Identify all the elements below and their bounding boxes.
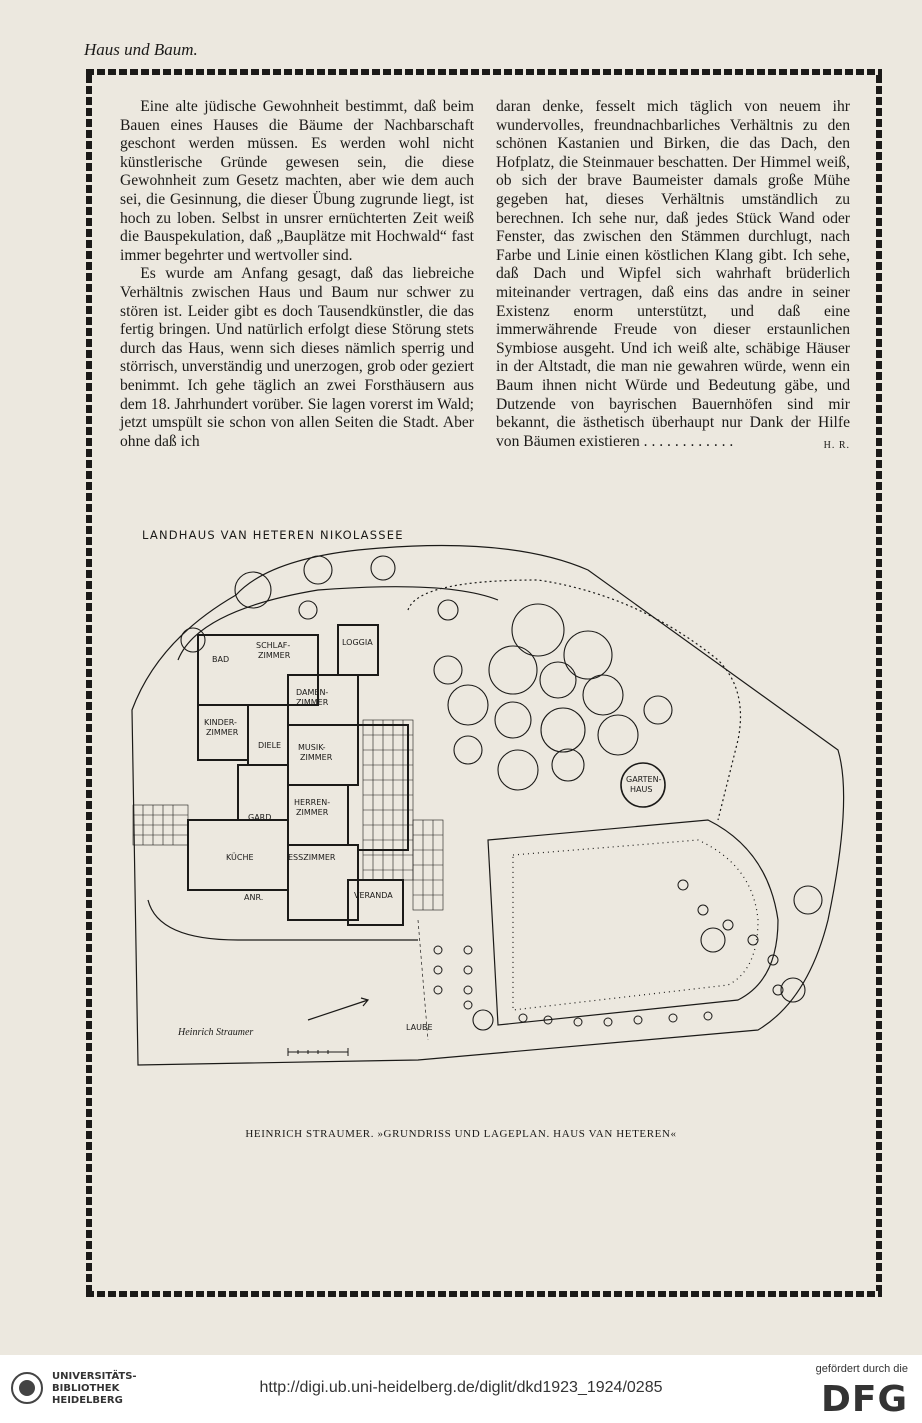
- source-url[interactable]: http://digi.ub.uni-heidelberg.de/diglit/dkd1923_1924/0285: [259, 1379, 663, 1396]
- label-musikzimmer: MUSIK-: [298, 743, 326, 752]
- north-arrow: [308, 998, 368, 1020]
- running-head: Haus und Baum.: [84, 40, 198, 59]
- site-plan-drawing: [118, 520, 858, 1100]
- page-border-left: [86, 75, 92, 1291]
- page-border-right: [876, 75, 882, 1291]
- label-bad: BAD: [212, 655, 230, 664]
- label-diele: DIELE: [258, 741, 282, 750]
- label-anr: ANR.: [244, 893, 264, 902]
- label-damenzimmer: DAMEN-: [296, 688, 329, 697]
- funded-by-label: gefördert durch die: [815, 1363, 908, 1375]
- paragraph-2: Es wurde am Anfang gesagt, daß das liebreiche Verhältnis zwischen Haus und Baum nur schwer zu stören ist. Leider gibt es doch Tausendkünstler, die das fertig bringen. Und natürlich erfolgt diese Störung stets durch das Haus, wenn sich dieses nämlich sperrig und störrisch, unverständig und unerzogen, grob oder geziert benimmt. Ich gehe täglich an zwei Forsthäusern aus dem 18. Jahrhundert vorüber. Sie lagen vorerst im Wald; jetzt umspült sie schon von allen Seiten die Stadt. Aber ohne daß ich: [120, 265, 474, 450]
- text-column-left: [120, 98, 474, 451]
- label-loggia: LOGGIA: [342, 638, 373, 647]
- digitization-footer: [0, 1355, 922, 1423]
- label-gard: GARD.: [248, 813, 274, 822]
- page-border-top: [86, 69, 882, 75]
- lawn-right-edge: [488, 820, 778, 1025]
- label-laube: LAUBE: [406, 1023, 433, 1032]
- label-musikzimmer-2: ZIMMER: [300, 753, 333, 762]
- dfg-logo: DFG: [820, 1379, 908, 1420]
- text-column-right: [496, 98, 850, 455]
- label-herrenzimmer-2: ZIMMER: [296, 808, 329, 817]
- label-veranda: VERANDA: [354, 891, 393, 900]
- trees: [181, 556, 822, 1030]
- plan-title: LANDHAUS VAN HETEREN NIKOLASSEE: [142, 528, 404, 542]
- paragraph-3-text: daran denke, fesselt mich täglich von neuem ihr wundervolles, freundnachbarliches Verhältnis zu den schönen Kastanien und Birken, die das Dach, den Hofplatz, die Steinmauer beschatten. Der Himmel weiß, ob sich der brave Baumeister damals große Mühe gegeben hat, dieses Verhältnis umständlich zu berechnen. Ich sehe nur, daß jedes Stück Wand oder Fenster, das zwischen den Stämmen durchlugt, nach Farbe und Linie einen köstlichen Klang gibt. Ich sehe, daß Dach und Wipfel sich wahrhaft brüderlich miteinander vertragen, daß eins das andre in seiner Existenz enorm unterstützt, und daß eine immerwährende Freude von dieser erstaunlichen Symbiose ausgeht. Und ich weiß alte, schäbige Häuser in der Altstadt, die man nie gewahren würde, wenn ein Baum ihnen nicht Würde und Bedeutung gäbe, und Dutzende von bayrischen Bauernhöfen sind mir bekannt, die ästhetisch überhaupt nur Dank der Hilfe von Bäumen existieren . . . . . . . . . . . .: [496, 98, 850, 450]
- label-esszimmer: ESSZIMMER: [288, 853, 336, 862]
- label-kinderzimmer: KINDER-: [204, 718, 237, 727]
- paragraph-1: Eine alte jüdische Gewohnheit bestimmt, daß beim Bauen eines Hauses die Bäume der Nachbarschaft geschont werden müssen. Es werden wohl nicht künstlerische Gründe gewesen sein, die diese Gewohnheit zum Gesetz machten, aber wie dem auch sei, die Gesinnung, die dieser Übung zugrunde liegt, ist hoch zu loben. Selbst in unsrer ernüchterten Zeit weiß die Bauspekulation, daß „Bauplätze mit Hochwald“ fast immer begehrter und wertvoller sind.: [120, 98, 474, 264]
- stepping-stones: [418, 920, 428, 1040]
- scale-bar: [288, 1048, 348, 1056]
- garden-path-right: [408, 580, 741, 820]
- inner-lawn: [513, 840, 758, 1010]
- label-kinderzimmer-2: ZIMMER: [206, 728, 239, 737]
- author-signature: H. R.: [823, 439, 850, 451]
- label-gartenhaus-2: HAUS: [630, 785, 653, 794]
- driveway: [148, 900, 418, 940]
- figure-caption: HEINRICH STRAUMER. »GRUNDRISS UND LAGEPLAN. HAUS VAN HETEREN«: [245, 1128, 677, 1140]
- label-schlafzimmer-2: ZIMMER: [258, 651, 291, 660]
- architect-signature: Heinrich Straumer: [178, 1027, 254, 1038]
- library-name: UNIVERSITÄTS- BIBLIOTHEK HEIDELBERG: [52, 1371, 137, 1406]
- page-border-bottom: [86, 1291, 882, 1297]
- paragraph-3: [496, 98, 850, 451]
- label-schlafzimmer: SCHLAF-: [256, 641, 291, 650]
- small-trees: [434, 880, 783, 1026]
- label-damenzimmer-2: ZIMMER: [296, 698, 329, 707]
- label-gartenhaus: GARTEN-: [626, 775, 662, 784]
- label-kueche: KÜCHE: [226, 853, 254, 862]
- room-labels: [177, 638, 662, 1038]
- label-herrenzimmer: HERREN-: [294, 798, 331, 807]
